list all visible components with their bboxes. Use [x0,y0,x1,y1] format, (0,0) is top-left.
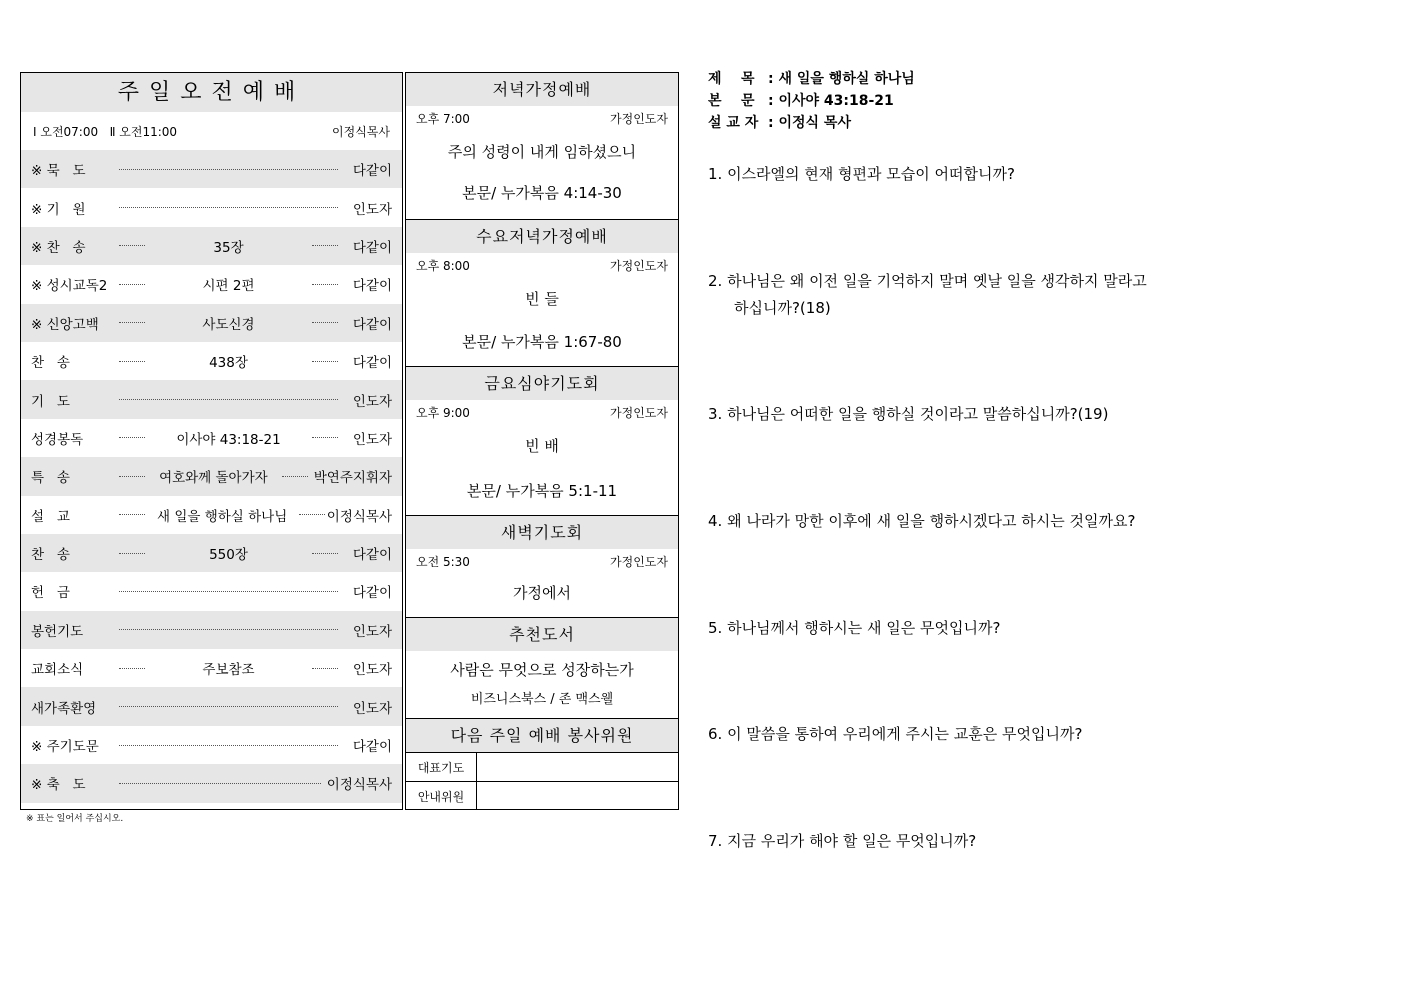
service-item-person: 인도자 [352,662,392,679]
sunday-service-panel [20,72,403,810]
service-row [21,380,402,418]
sunday-service-title: 주일오전예배 [21,73,402,112]
service-item-person: 인도자 [352,201,392,218]
service-item-person: 인도자 [352,623,392,640]
service-item-label: 기 도 [31,393,70,410]
service-item-label: ※ 주기도문 [31,739,99,756]
recommended-book [406,618,678,719]
preacher-key: 설 교 자 [708,115,759,131]
theme: 빈 들 [525,290,559,308]
section-title: 금요심야기도회 [406,367,678,400]
question-2-continued: 하십니까?(18) [734,299,831,317]
question-7: 7. 지금 우리가 해야 할 일은 무엇입니까? [708,832,977,850]
service-row [21,150,402,188]
section-title: 저녁가정예배 [406,73,678,106]
friday-night-prayer [406,367,678,516]
service-item-person: 다같이 [352,316,392,333]
sermon-info [708,68,1348,134]
theme: 주의 성령이 내게 임하셨으니 [447,143,637,161]
officiating-pastor: 이정식목사 [332,124,390,139]
service-item-label: 설 교 [31,508,70,525]
question-2: 2. 하나님은 왜 이전 일을 기억하지 말며 옛날 일을 생각하지 말라고 [708,272,1147,290]
weekly-services-panel [405,72,679,810]
service-item-label: ※ 신앙고백 [31,316,99,333]
question-6: 6. 이 말씀을 통하여 우리에게 주시는 교훈은 무엇입니까? [708,725,1083,743]
question-4: 4. 왜 나라가 망한 이후에 새 일을 행하시겠다고 하시는 것일까요? [708,512,1136,530]
question-1: 1. 이스라엘의 현재 형편과 모습이 어떠합니까? [708,165,1015,183]
sermon-title-key: 제 목 [708,71,755,87]
usher-label: 안내위원 [406,782,477,810]
service-row [21,687,402,725]
service-row [21,611,402,649]
service-row [21,726,402,764]
service-item-person: 다같이 [352,278,392,295]
service-item-person: 다같이 [352,585,392,602]
service-item-value: 35장 [213,239,244,256]
service-item-value: 550장 [209,547,248,564]
service-item-label: ※ 축 도 [31,777,86,794]
scripture: 본문/ 누가복음 1:67-80 [462,333,622,351]
service-item-label: ※ 찬 송 [31,239,86,256]
service-row [21,764,402,802]
service-item-value: 이사야 43:18-21 [176,431,281,448]
service-item-label: 찬 송 [31,547,70,564]
service-item-value: 438장 [209,355,248,372]
book-publisher: 비즈니스북스 / 존 맥스웰 [470,692,614,707]
question-5: 5. 하나님께서 행하시는 새 일은 무엇입니까? [708,619,1001,637]
prayer-value [477,753,678,781]
sermon-title: : 새 일을 행하실 하나님 [768,71,915,87]
service-times [21,112,402,150]
service-item-label: 봉헌기도 [31,623,84,640]
scripture: 본문/ 누가복음 5:1-11 [466,482,618,500]
service-item-value: 새 일을 행하실 하나님 [157,508,288,525]
service-item-person: 인도자 [352,700,392,717]
place: 가정에서 [513,584,571,602]
time: 오전 5:30 [416,555,470,569]
service-row [21,534,402,572]
service-item-label: 헌 금 [31,585,70,602]
service-item-person: 박연주지휘자 [313,470,392,487]
book-title: 사람은 무엇으로 성장하는가 [450,661,634,679]
service-item-person: 이정식목사 [326,777,392,794]
question-3: 3. 하나님은 어떠한 일을 행하실 것이라고 말씀하십니까?(19) [708,405,1109,423]
section-title: 추천도서 [406,618,678,651]
service-item-person: 인도자 [352,393,392,410]
sermon-text: : 이사야 43:18-21 [768,93,894,109]
service-row [21,496,402,534]
time: 오후 8:00 [416,259,470,273]
service-item-label: ※ 성시교독2 [31,278,108,295]
service-item-label: ※ 묵 도 [31,163,86,180]
service-item-person: 이정식목사 [326,508,392,525]
time: 오후 9:00 [416,406,470,420]
preacher: : 이정식 목사 [768,115,851,131]
leader: 가정인도자 [610,406,668,420]
service-item-label: 교회소식 [31,662,84,679]
service-item-label: 성경봉독 [31,431,84,448]
service-item-person: 다같이 [352,547,392,564]
service-row [21,457,402,495]
order-of-service [21,150,402,803]
service-item-person: 다같이 [352,355,392,372]
next-week-volunteers [406,719,678,811]
leader: 가정인도자 [610,555,668,569]
service-item-label: ※ 기 원 [31,201,86,218]
service-item-label: 새가족환영 [31,700,97,717]
service-row [21,649,402,687]
prayer-label: 대표기도 [406,753,477,781]
service-row [21,188,402,226]
theme: 빈 배 [525,437,559,455]
section-title: 수요저녁가정예배 [406,220,678,253]
service-item-person: 인도자 [352,431,392,448]
dawn-prayer [406,516,678,618]
service-item-label: 찬 송 [31,355,70,372]
service-item-person: 다같이 [352,739,392,756]
service-item-value: 주보참조 [202,662,255,679]
service-row [21,227,402,265]
section-title: 다음 주일 예배 봉사위원 [406,719,678,752]
service-row [21,572,402,610]
standing-note: ※ 표는 일어서 주십시오. [26,814,124,824]
leader: 가정인도자 [610,259,668,273]
service-item-value: 시편 2편 [202,278,255,295]
service-item-value: 사도신경 [202,316,255,333]
service-item-value: 여호와께 돌아가자 [159,470,268,487]
wednesday-evening-worship [406,220,678,367]
leader: 가정인도자 [610,112,668,126]
usher-value [477,782,678,810]
section-title: 새벽기도회 [406,516,678,549]
service-item-label: 특 송 [31,470,70,487]
sermon-text-key: 본 문 [708,93,755,109]
time: 오후 7:00 [416,112,470,126]
service-item-person: 다같이 [352,163,392,180]
service-row [21,419,402,457]
service-row [21,304,402,342]
service-row [21,265,402,303]
service-item-person: 다같이 [352,239,392,256]
evening-family-worship [406,73,678,220]
scripture: 본문/ 누가복음 4:14-30 [462,184,622,202]
service-time-text: Ⅰ 오전07:00 Ⅱ 오전11:00 [33,124,178,139]
service-row [21,342,402,380]
